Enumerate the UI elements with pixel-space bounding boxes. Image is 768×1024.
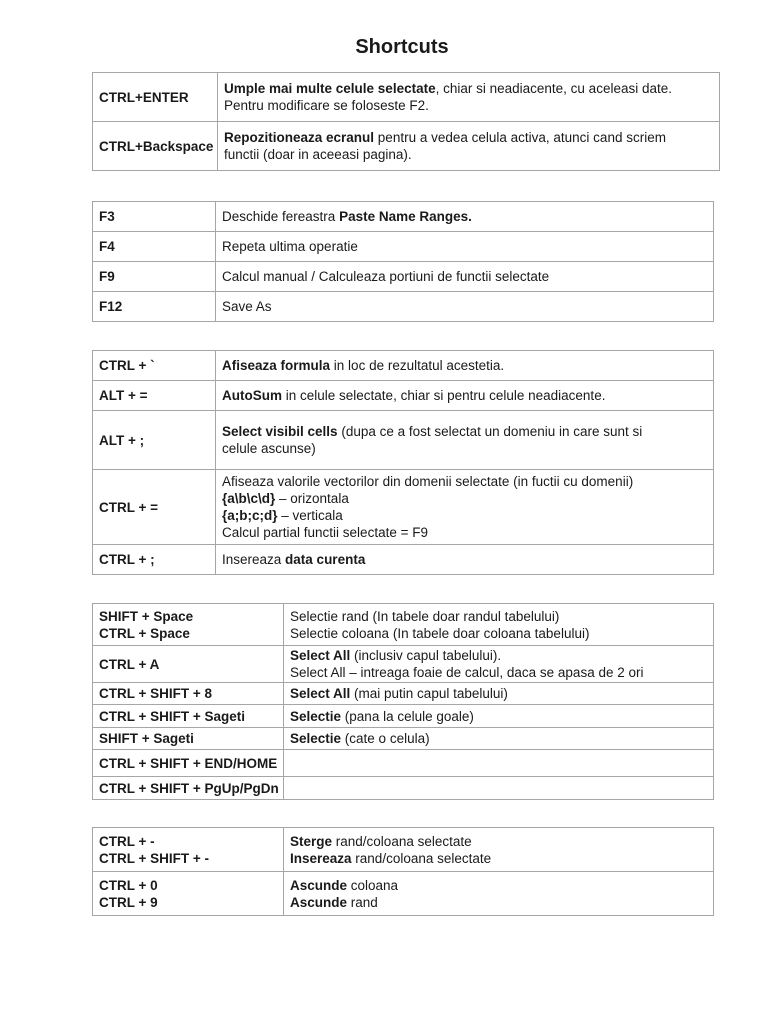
table-row (93, 828, 714, 872)
table-row (93, 292, 714, 322)
table-row (93, 73, 720, 122)
description-text: (inclusiv capul tabelului). (350, 648, 502, 663)
description-line (224, 146, 713, 163)
shortcut-key: CTRL + - (99, 833, 155, 849)
description-bold-text: Paste Name Ranges. (339, 209, 472, 224)
shortcut-description-cell (218, 122, 720, 171)
description-line (222, 551, 707, 568)
shortcut-description-cell (284, 828, 714, 872)
description-text: Select All – intreaga foaie de calcul, daca se apasa de 2 ori (290, 665, 644, 680)
shortcuts-table-2 (92, 201, 714, 322)
description-text: Selectie rand (In tabele doar randul tabelului) (290, 608, 560, 624)
description-line (290, 647, 707, 664)
description-text: Deschide fereastra (222, 209, 340, 224)
shortcut-key-cell (93, 411, 216, 470)
shortcut-description-cell (284, 728, 714, 750)
table-row (93, 604, 714, 646)
shortcut-key: CTRL+ENTER (99, 89, 189, 105)
shortcut-key: CTRL + SHIFT + END/HOME (99, 755, 278, 771)
table-row (93, 122, 720, 171)
shortcut-key: CTRL + Space (99, 625, 190, 641)
shortcut-key-cell (93, 777, 284, 800)
description-line (290, 833, 707, 850)
shortcut-key-cell (93, 470, 216, 545)
table-row (93, 381, 714, 411)
shortcut-description-cell (284, 604, 714, 646)
shortcut-description-cell (284, 683, 714, 705)
description-line (290, 608, 707, 625)
description-bold-text: Insereaza (290, 850, 352, 866)
shortcut-key-cell (93, 545, 216, 575)
shortcut-description-cell (216, 202, 714, 232)
shortcut-key: CTRL + SHIFT + Sageti (99, 708, 246, 724)
shortcuts-table-4 (92, 603, 714, 800)
table-row (93, 750, 714, 777)
description-line (290, 730, 707, 747)
table-row (93, 705, 714, 728)
table-row (93, 470, 714, 545)
shortcut-key-cell (93, 728, 284, 750)
description-bold-text: Sterge (290, 833, 333, 849)
description-line (290, 850, 707, 867)
description-text: functii (doar in aceeasi pagina). (224, 147, 412, 162)
table-row (93, 872, 714, 916)
description-line (222, 268, 707, 285)
shortcut-key: CTRL + = (99, 499, 159, 515)
description-bold-text: data curenta (285, 552, 366, 567)
shortcut-key-cell (93, 683, 284, 705)
description-bold-text: Ascunde (290, 894, 348, 910)
description-line (222, 507, 707, 524)
description-bold-text: Ascunde (290, 877, 348, 893)
shortcut-key-cell (93, 232, 216, 262)
table-row (93, 351, 714, 381)
description-line (224, 129, 713, 146)
shortcut-key: CTRL+Backspace (99, 138, 214, 154)
description-line (290, 685, 707, 702)
description-bold-text: {a;b;c;d} (222, 508, 278, 523)
description-line (290, 664, 707, 681)
description-bold-text: AutoSum (222, 388, 282, 403)
table-row (93, 232, 714, 262)
description-text: , chiar si neadiacente, cu aceleasi date. (435, 81, 672, 96)
shortcut-description-cell (218, 73, 720, 122)
description-text: Calcul partial functii selectate = F9 (222, 525, 428, 540)
description-text: Afiseaza valorile vectorilor din domenii selectate (in fuctii cu domenii) (222, 474, 634, 489)
shortcut-description-cell (284, 750, 714, 777)
table-row (93, 411, 714, 470)
description-text: (cate o celula) (341, 731, 430, 746)
table-row (93, 646, 714, 683)
description-bold-text: Selectie (290, 731, 342, 746)
page-title: Shortcuts (355, 36, 449, 58)
description-line (290, 877, 707, 894)
shortcut-key: SHIFT + Space (99, 608, 194, 624)
shortcut-key-cell (93, 202, 216, 232)
shortcut-key-cell (93, 872, 284, 916)
description-line (222, 440, 707, 457)
shortcut-key-cell (93, 351, 216, 381)
description-line (222, 298, 707, 315)
shortcut-key: SHIFT + Sageti (99, 731, 194, 746)
shortcut-key: CTRL + SHIFT + PgUp/PgDn (99, 780, 279, 796)
shortcut-description-cell (216, 545, 714, 575)
shortcut-key-cell (93, 292, 216, 322)
description-text: – orizontala (275, 491, 349, 506)
description-line (224, 97, 713, 114)
description-text: (dupa ce a fost selectat un domeniu in care sunt si (337, 424, 643, 439)
shortcut-key: CTRL + 0 (99, 877, 158, 893)
description-line (222, 238, 707, 255)
description-text: rand/coloana selectate (351, 850, 492, 866)
description-line (222, 473, 707, 490)
shortcut-key-cell (93, 73, 218, 122)
description-line (222, 490, 707, 507)
shortcut-key: CTRL + ; (99, 552, 155, 567)
description-bold-text: Selectie (290, 708, 342, 724)
description-text: in loc de rezultatul acestetia. (330, 358, 505, 373)
shortcut-key-cell (93, 262, 216, 292)
shortcut-key: ALT + = (99, 388, 148, 403)
description-text: Insereaza (222, 552, 286, 567)
shortcut-description-cell (284, 872, 714, 916)
shortcut-key: F12 (99, 299, 123, 314)
shortcut-key-cell (93, 705, 284, 728)
description-bold-text: Select All (290, 648, 351, 663)
shortcut-description-cell (216, 470, 714, 545)
shortcut-description-cell (216, 411, 714, 470)
description-text: Pentru modificare se foloseste F2. (224, 98, 429, 113)
description-bold-text: Afiseaza formula (222, 358, 331, 373)
shortcut-key: F9 (99, 269, 115, 284)
description-line (222, 423, 707, 440)
shortcut-key-cell (93, 750, 284, 777)
table-row (93, 545, 714, 575)
shortcut-description-cell (216, 351, 714, 381)
shortcut-key: CTRL + SHIFT + - (99, 850, 210, 866)
shortcut-description-cell (216, 292, 714, 322)
description-line (222, 208, 707, 225)
description-bold-text: Select All (290, 686, 351, 701)
description-text: Save As (222, 299, 272, 314)
description-text: Selectie coloana (In tabele doar coloana tabelului) (290, 625, 590, 641)
shortcut-key-cell (93, 646, 284, 683)
description-bold-text: Repozitioneaza ecranul (224, 130, 375, 145)
shortcut-key-cell (93, 828, 284, 872)
description-text: coloana (347, 877, 399, 893)
description-bold-text: {a\b\c\d} (222, 491, 276, 506)
shortcut-description-cell (284, 646, 714, 683)
shortcut-key: F4 (99, 239, 115, 254)
description-line (290, 894, 707, 911)
table-row (93, 262, 714, 292)
table-row (93, 202, 714, 232)
description-line (222, 387, 707, 404)
table-row (93, 683, 714, 705)
shortcut-key-cell (93, 604, 284, 646)
shortcut-key: ALT + ; (99, 432, 145, 448)
description-text: rand/coloana selectate (332, 833, 472, 849)
shortcut-description-cell (216, 232, 714, 262)
shortcut-key: CTRL + A (99, 656, 160, 672)
shortcuts-table-1 (92, 72, 720, 171)
description-text: – verticala (277, 508, 343, 523)
shortcuts-table-3 (92, 350, 714, 575)
table-row (93, 777, 714, 800)
description-bold-text: Select visibil cells (222, 424, 338, 439)
shortcut-key: CTRL + SHIFT + 8 (99, 686, 213, 701)
description-text: Calcul manual / Calculeaza portiuni de functii selectate (222, 269, 550, 284)
description-text: (mai putin capul tabelului) (350, 686, 508, 701)
shortcut-key-cell (93, 381, 216, 411)
description-line (290, 625, 707, 642)
shortcut-key: CTRL + ` (99, 358, 155, 373)
description-line (224, 80, 713, 97)
description-text: in celule selectate, chiar si pentru celule neadiacente. (282, 388, 606, 403)
shortcut-key: F3 (99, 209, 115, 224)
shortcuts-table-5 (92, 827, 714, 916)
description-line (222, 357, 707, 374)
shortcut-description-cell (284, 705, 714, 728)
shortcut-description-cell (216, 262, 714, 292)
shortcut-key: CTRL + 9 (99, 894, 158, 910)
description-bold-text: Umple mai multe celule selectate (224, 81, 436, 96)
description-line (222, 524, 707, 541)
description-text: rand (347, 894, 378, 910)
table-row (93, 728, 714, 750)
shortcut-description-cell (216, 381, 714, 411)
description-text: Repeta ultima operatie (222, 239, 358, 254)
description-text: (pana la celule goale) (341, 708, 474, 724)
shortcut-key-cell (93, 122, 218, 171)
description-line (290, 708, 707, 725)
description-text: pentru a vedea celula activa, atunci cand scriem (374, 130, 666, 145)
shortcut-description-cell (284, 777, 714, 800)
description-text: celule ascunse) (222, 441, 316, 456)
